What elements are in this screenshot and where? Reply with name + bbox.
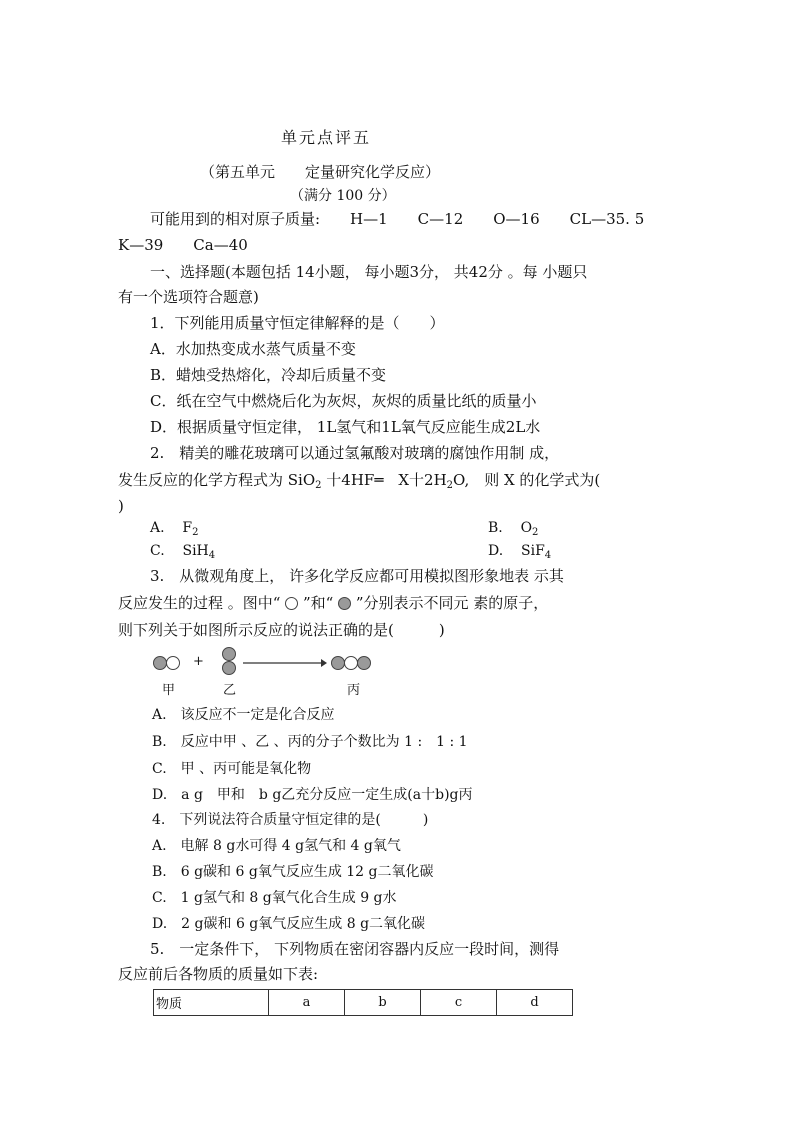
- table-header-cell: c: [421, 990, 497, 1016]
- q2-option-a: A. $F_2$: [150, 520, 199, 538]
- q4-option-c: C. 1 g氢气和 8 g氧气化合生成 9 g水: [152, 890, 397, 906]
- q5-stem-line1: 5. 一定条件下， 下列物质在密闭容器内反应一段时间，测得: [150, 940, 560, 958]
- q2-stem-line1: 2. 精美的雕花玻璃可以通过氢氟酸对玻璃的腐蚀作用制 成，: [150, 444, 560, 462]
- mass-table: [153, 989, 573, 1016]
- q2-option-c: C. SiH$_4$: [150, 543, 216, 561]
- atomic-masses-line1: 可能用到的相对原子质量: H—1 C—12 O—16 CL—35. 5: [150, 210, 645, 228]
- reaction-arrow-icon: [243, 657, 327, 669]
- bing-white-atom: [344, 656, 358, 670]
- label-bing: 丙: [347, 683, 361, 698]
- bing-grey-atom-right: [357, 656, 371, 670]
- q3-option-a: A. 该反应不一定是化合反应: [152, 707, 335, 723]
- q5-stem-line2: 反应前后各物质的质量如下表:: [118, 965, 319, 983]
- table-row: [154, 990, 573, 1016]
- bing-grey-atom-left: [331, 656, 345, 670]
- q1-option-d: D．根据质量守恒定律， 1L氢气和1L氧气反应能生成2L水: [150, 418, 541, 436]
- q1-option-c: C．纸在空气中燃烧后化为灰烬，灰烬的质量比纸的质量小: [150, 392, 537, 410]
- label-jia: 甲: [162, 683, 176, 698]
- q2-option-b: B. $O_2$: [488, 520, 539, 538]
- q4-option-d: D. 2 g碳和 6 g氧气反应生成 8 g二氧化碳: [152, 916, 426, 932]
- section-heading: 一、选择题(本题包括 14小题， 每小题3分， 共42分 。每 小题只: [150, 263, 588, 281]
- q4-option-b: B. 6 g碳和 6 g氧气反应生成 12 g二氧化碳: [152, 864, 434, 880]
- white-atom-icon: [285, 597, 298, 610]
- unit-subtitle: （第五单元 定量研究化学反应）: [200, 163, 441, 181]
- q1-option-b: B．蜡烛受热熔化，冷却后质量不变: [150, 366, 387, 384]
- yi-grey-atom-top: [222, 647, 236, 661]
- q3-option-d: D. a g 甲和 b g乙充分反应一定生成(a十b)g丙: [152, 787, 473, 803]
- q3-stem-line1: 3. 从微观角度上， 许多化学反应都可用模拟图形象地表 示其: [150, 567, 564, 585]
- q3-stem-line3: 则下列关于如图所示反应的说法正确的是( ): [118, 621, 445, 639]
- q2-stem-line2: 发生反应的化学方程式为 SiO$_2$ 十4HF═ X十$2H_2O$, 则 X 的化学式为(: [118, 471, 601, 491]
- jia-grey-atom: [153, 656, 167, 670]
- page-title: 单元点评五: [281, 128, 372, 147]
- q3-option-b: B. 反应中甲 、乙 、丙的分子个数比为 1 : 1 : 1: [152, 734, 468, 750]
- section-heading-cont: 有一个选项符合题意): [118, 288, 259, 306]
- yi-grey-atom-bottom: [222, 661, 236, 675]
- q1-stem: 1．下列能用质量守恒定律解释的是（ ）: [150, 314, 445, 332]
- label-yi: 乙: [223, 683, 237, 698]
- atomic-masses-line2: K—39 Ca—40: [118, 236, 248, 254]
- table-header-cell: a: [269, 990, 345, 1016]
- plus-sign: +: [193, 654, 204, 669]
- full-score: （满分 100 分）: [290, 188, 396, 204]
- q4-option-a: A. 电解 8 g水可得 4 g氢气和 4 g氧气: [152, 838, 401, 854]
- q3-option-c: C. 甲 、丙可能是氧化物: [152, 761, 312, 777]
- table-header-cell: b: [345, 990, 421, 1016]
- q4-stem: 4. 下列说法符合质量守恒定律的是( ): [152, 812, 429, 828]
- jia-white-atom: [166, 656, 180, 670]
- q3-stem-line2: 反应发生的过程 。图中“ ”和“ ”分别表示不同元 素的原子，: [118, 594, 549, 612]
- q2-option-d: D. SiF$_4$: [488, 543, 552, 561]
- q2-stem-line3: ): [118, 497, 124, 515]
- table-header-cell: d: [497, 990, 573, 1016]
- q1-option-a: A．水加热变成水蒸气质量不变: [150, 340, 356, 358]
- table-header-cell: 物质: [154, 990, 269, 1016]
- grey-atom-icon: [338, 597, 351, 610]
